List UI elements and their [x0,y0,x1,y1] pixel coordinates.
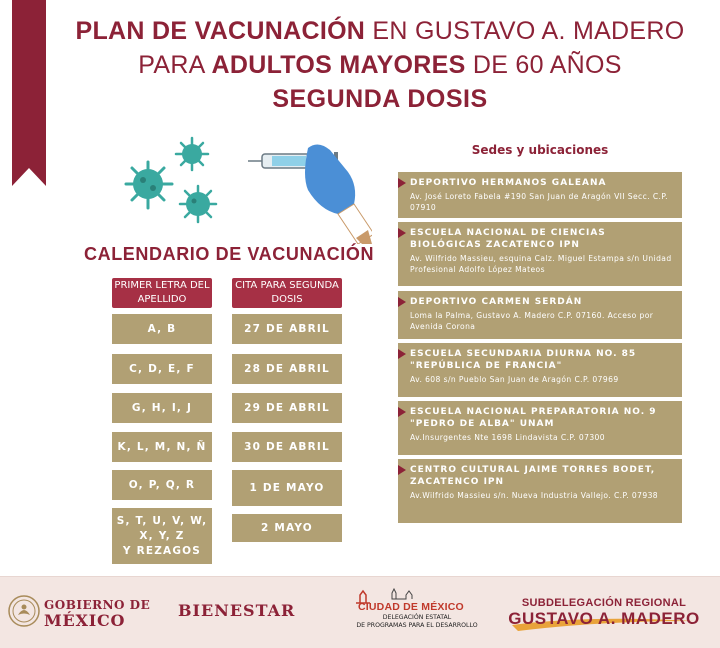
sede-address: Av. José Loreto Fabela #190 San Juan de Aragón VII Secc. C.P. 07910 [410,192,668,212]
virus-icon [176,138,208,170]
title-line-2-bold: ADULTOS MAYORES [211,51,466,79]
sede-item [398,172,682,218]
sede-item [398,401,682,455]
virus-icon [126,162,172,208]
sede-item [398,291,682,339]
sede-name: CENTRO CULTURAL JAIME TORRES BODET, ZACATENCO IPN [410,465,656,487]
sede-address: Av.Insurgentes Nte 1698 Lindavista C.P. 07300 [410,433,606,442]
letters-cell: A, B [112,314,212,344]
subdelegacion-line-1: SUBDELEGACIÓN REGIONAL [521,597,687,609]
sede-item [398,222,682,286]
sede-item [398,343,682,397]
glove-icon [305,144,372,244]
subdelegacion-line-2: GUSTAVO A. MADERO [508,609,700,628]
title-line-1-rest: EN GUSTAVO A. MADERO [365,17,685,45]
sede-address: Av. 608 s/n Pueblo San Juan de Aragón C.P. 07969 [410,375,619,384]
title-line-2-pre: PARA [138,51,212,79]
gobierno-line-1: GOBIERNO DE [44,598,151,612]
eagle-seal-icon [8,595,40,627]
sede-address: Av.Wilfrido Massieu s/n. Nueva Industria Vallejo. C.P. 07938 [410,491,659,500]
cdmx-sub-2: DE PROGRAMAS PARA EL DESARROLLO [356,622,478,629]
date-cell: 29 DE ABRIL [232,393,342,423]
subdelegacion-logo [508,597,700,629]
letters-cell: O, P, Q, R [112,470,212,500]
vaccine-illustration [112,132,372,244]
title-line-1 [60,14,700,48]
bienestar-logo: BIENESTAR [178,601,296,620]
title-line-2-post: DE 60 AÑOS [465,51,622,79]
footer-logos [0,576,720,648]
sede-address: Av. Wilfrido Massieu, esquina Calz. Miguel Estampa s/n Unidad Profesional Adolfo López Mateos [410,254,672,274]
sede-item [398,459,682,523]
cdmx-sub-1: DELEGACIÓN ESTATAL [382,614,452,621]
date-cell: 2 MAYO [232,514,342,542]
sede-name: ESCUELA NACIONAL DE CIENCIAS BIOLÓGICAS ZACATENCO IPN [410,228,606,250]
letters-cell: K, L, M, N, Ñ [112,432,212,462]
date-cell: 28 DE ABRIL [232,354,342,384]
title-line-1-bold: PLAN DE VACUNACIÓN [75,17,366,45]
letters-cell: C, D, E, F [112,354,212,384]
cdmx-name: CIUDAD DE MÉXICO [358,601,464,613]
gobierno-line-2: MÉXICO [44,611,126,630]
col-header-apellido: PRIMER LETRA DEL APELLIDO [112,278,212,308]
col-header-cita: CITA PARA SEGUNDA DOSIS [232,278,342,308]
sede-name: DEPORTIVO CARMEN SERDÁN [410,297,583,307]
calendar-title: CALENDARIO DE VACUNACIÓN [84,244,375,264]
sede-address: Loma la Palma, Gustavo A. Madero C.P. 07160. Acceso por Avenida Corona [410,311,654,331]
cathedral-icon [352,585,482,641]
date-cell: 1 DE MAYO [232,470,342,506]
letters-cell: S, T, U, V, W, X, Y, Z Y REZAGOS [112,508,212,564]
ribbon-icon [12,0,46,186]
sede-name: DEPORTIVO HERMANOS GALEANA [410,178,607,188]
gobierno-mexico-logo [44,597,150,629]
title-segunda-dosis: SEGUNDA DOSIS [272,85,488,113]
title-line-2 [60,48,700,82]
sede-name: ESCUELA SECUNDARIA DIURNA NO. 85 "REPÚBLICA DE FRANCIA" [410,349,637,371]
virus-icon [180,186,216,222]
page-title [60,14,700,116]
cdmx-subtitle [352,614,482,630]
date-cell: 27 DE ABRIL [232,314,342,344]
letters-cell: G, H, I, J [112,393,212,423]
sede-name: ESCUELA NACIONAL PREPARATORIA NO. 9 "PEDRO DE ALBA" UNAM [410,407,657,429]
date-cell: 30 DE ABRIL [232,432,342,462]
sedes-title: Sedes y ubicaciones [471,143,609,157]
